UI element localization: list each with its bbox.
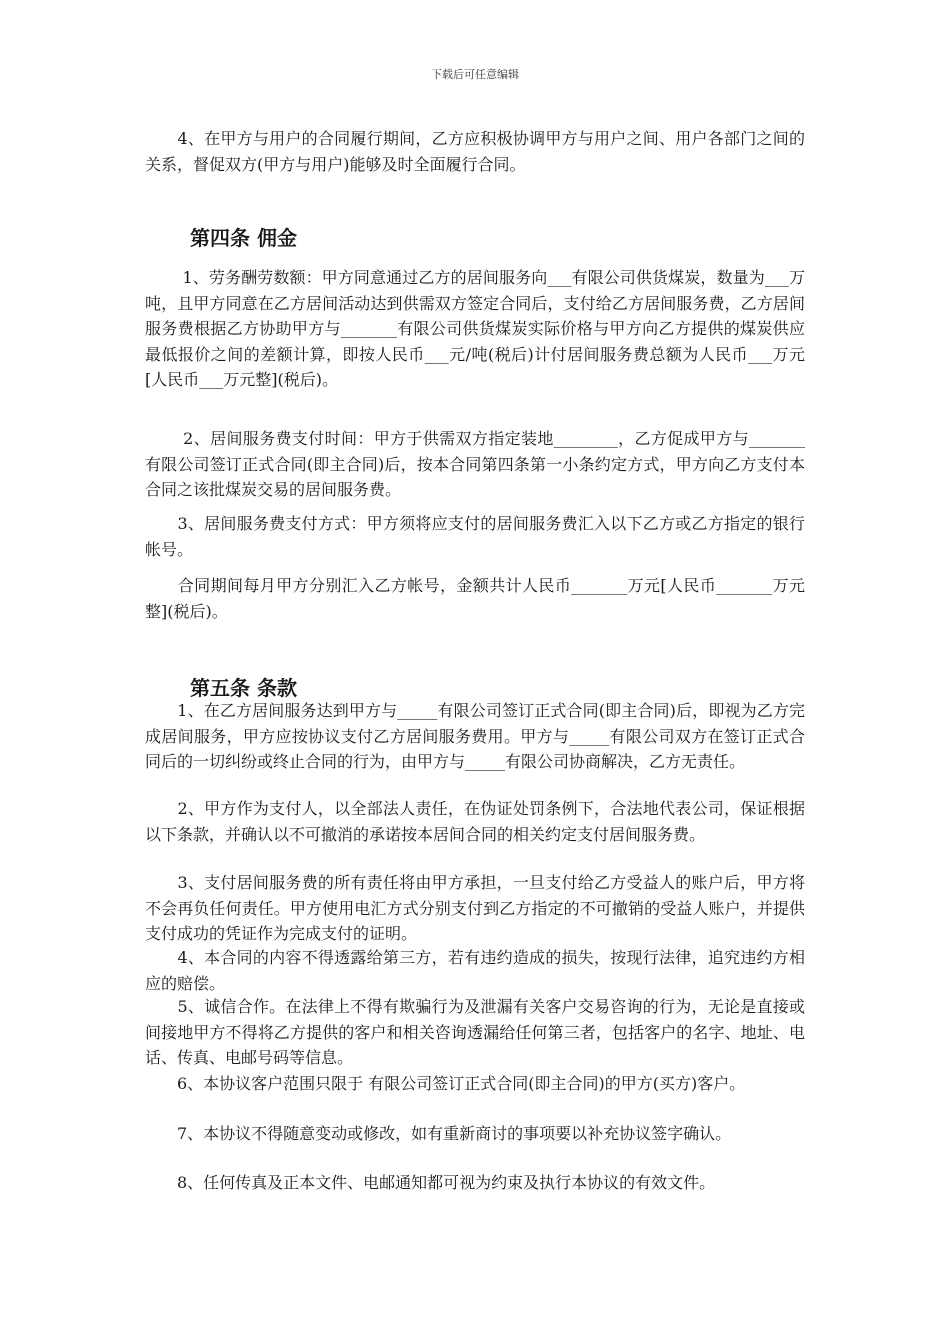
clause-5-6: 6、本协议客户范围只限于 有限公司签订正式合同(即主合同)的甲方(买方)客户。 bbox=[145, 1074, 746, 1093]
clause-5-5: 5、诚信合作。在法律上不得有欺骗行为及泄漏有关客户交易咨询的行为，无论是直接或间接地甲方不得将乙方提供的客户和相关咨询透漏给任何第三者，包括客户的名字、地址、电话、传真、电邮号码等信息。 bbox=[145, 997, 805, 1067]
clause-5-1: 1、在乙方居间服务达到甲方与_____有限公司签订正式合同(即主合同)后，即视为乙方完成居间服务，甲方应按协议支付乙方居间服务费用。甲方与_____有限公司双方在签订正式合同后的一切纠纷或终止合同的行为，由甲方与_____有限公司协商解决，乙方无责任。 bbox=[145, 701, 805, 771]
clause-4-3: 3、居间服务费支付方式：甲方须将应支付的居间服务费汇入以下乙方或乙方指定的银行帐号。 bbox=[145, 514, 805, 559]
clause-5-4: 4、本合同的内容不得透露给第三方，若有违约造成的损失，按现行法律，追究违约方相应的赔偿。 bbox=[145, 948, 805, 993]
clause-4-payment-note: 合同期间每月甲方分别汇入乙方帐号，金额共计人民币_______万元[人民币_______万元整](税后)。 bbox=[145, 576, 805, 621]
article-5-heading: 第五条 条款 bbox=[190, 676, 297, 700]
clause-5-8: 8、任何传真及正本文件、电邮通知都可视为约束及执行本协议的有效文件。 bbox=[145, 1173, 716, 1192]
page-header: 下载后可任意编辑 bbox=[431, 68, 519, 81]
clause-5-7: 7、本协议不得随意变动或修改，如有重新商讨的事项要以补充协议签字确认。 bbox=[145, 1124, 732, 1143]
clause-5-2: 2、甲方作为支付人，以全部法人责任，在伪证处罚条例下，合法地代表公司，保证根据以下条款，并确认以不可撤消的承诺按本居间合同的相关约定支付居间服务费。 bbox=[145, 799, 805, 844]
clause-4-1: 1、劳务酬劳数额：甲方同意通过乙方的居间服务向___有限公司供货煤炭，数量为___万吨，且甲方同意在乙方居间活动达到供需双方签定合同后，支付给乙方居间服务费，乙方居间服务费根据乙方协助甲方与_______有限公司供货煤炭实际价格与甲方向乙方提供的煤炭供应最低报价之间的差额计算，即按人民币___元/吨(税后)计付居间服务费总额为人民币___万元[人民币___万元整](税后)。 bbox=[145, 268, 805, 389]
clause-3-4: 4、在甲方与用户的合同履行期间，乙方应积极协调甲方与用户之间、用户各部门之间的关系，督促双方(甲方与用户)能够及时全面履行合同。 bbox=[145, 129, 805, 174]
clause-5-3: 3、支付居间服务费的所有责任将由甲方承担，一旦支付给乙方受益人的账户后，甲方将不会再负任何责任。甲方使用电汇方式分别支付到乙方指定的不可撤销的受益人账户，并提供支付成功的凭证作为完成支付的证明。 bbox=[145, 873, 805, 943]
article-4-heading: 第四条 佣金 bbox=[190, 226, 297, 250]
clause-4-2: 2、居间服务费支付时间：甲方于供需双方指定装地________，乙方促成甲方与_______有限公司签订正式合同(即主合同)后，按本合同第四条第一小条约定方式，甲方向乙方支付本合同之该批煤炭交易的居间服务费。 bbox=[145, 429, 805, 499]
